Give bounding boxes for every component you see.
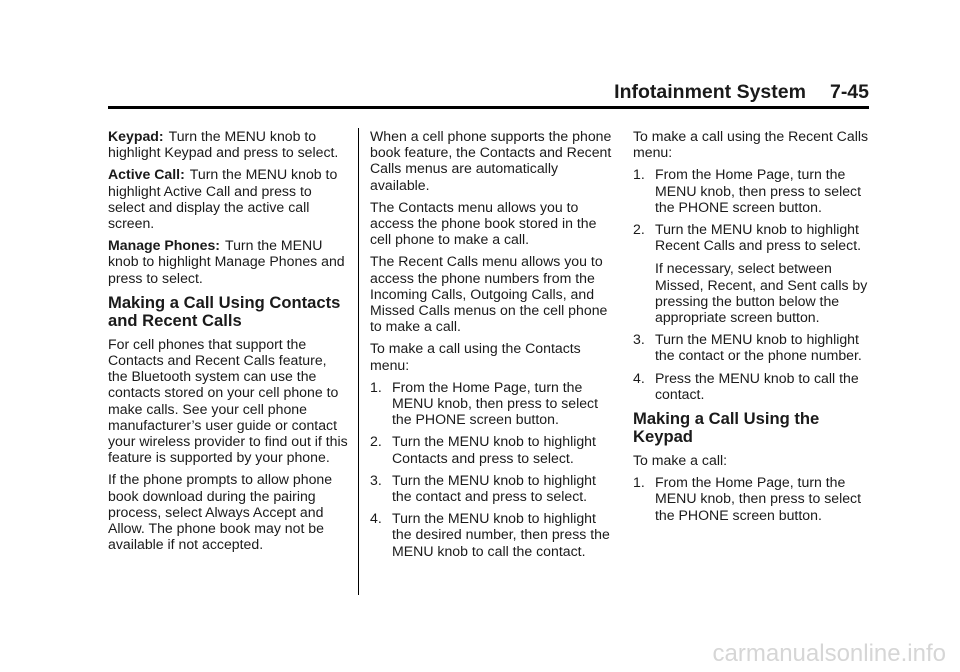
contacts-heading: Making a Call Using Contacts and Recent Calls	[108, 292, 341, 330]
keypad-intro: To make a call:	[633, 452, 727, 469]
list-item	[370, 510, 612, 559]
recent-calls-menu-paragraph: The Recent Calls menu allows you to access the phone numbers from the Incoming Calls, Outgoing Calls, and Missed Calls menus on the cell phone to make a call.	[370, 253, 608, 335]
contacts-menu-paragraph: The Contacts menu allows you to access the phone book stored in the cell phone to make a call.	[370, 198, 597, 248]
list-item	[370, 433, 612, 465]
list-item	[633, 370, 873, 402]
list-item	[633, 331, 873, 363]
manage-phones-paragraph	[108, 237, 348, 286]
step-text: Turn the MENU knob to highlight the contact and press to select.	[392, 471, 596, 505]
list-item	[633, 474, 873, 523]
step-number: 1.	[633, 474, 645, 491]
step-number: 4.	[370, 510, 382, 527]
active-call-text: Turn the MENU knob to highlight Active Call and press to select and display the active call screen.	[108, 166, 338, 232]
contacts-steps-list	[370, 379, 612, 559]
step-text: From the Home Page, turn the MENU knob, then press to select the PHONE screen button.	[655, 166, 862, 215]
step-text: From the Home Page, turn the MENU knob, then press to select the PHONE screen button.	[655, 474, 862, 523]
keypad-steps-list	[633, 474, 873, 523]
step-number: 3.	[370, 471, 382, 488]
step-number: 1.	[370, 378, 382, 395]
keypad-heading: Making a Call Using the Keypad	[633, 409, 820, 447]
step-text: From the Home Page, turn the MENU knob, then press to select the PHONE screen button.	[392, 378, 599, 428]
step-number: 2.	[633, 221, 645, 238]
keypad-label: Keypad:	[108, 128, 164, 144]
step-number: 2.	[370, 433, 382, 450]
manage-phones-text: Turn the MENU knob to highlight Manage Phones and press to select.	[108, 237, 345, 286]
page-header	[108, 80, 869, 109]
step-subtext: If necessary, select between Missed, Recent, and Sent calls by pressing the button below the appropriate screen button.	[655, 260, 868, 326]
step-number: 1.	[633, 166, 645, 183]
active-call-label: Active Call:	[108, 166, 185, 183]
step-text: Turn the MENU knob to highlight the desired number, then press the MENU knob to call the contact.	[392, 510, 610, 559]
column-3	[633, 128, 873, 529]
step-text: Press the MENU knob to call the contact.	[655, 369, 859, 402]
list-item	[370, 472, 612, 504]
step-number: 3.	[633, 331, 645, 348]
column-1	[108, 128, 348, 558]
phone-book-download-paragraph: If the phone prompts to allow phone book download during the pairing process, select Always Accept and Allow. The phone book may not be available if not accepted.	[108, 471, 333, 553]
active-call-paragraph	[108, 166, 348, 231]
section-title: Infotainment System	[614, 81, 806, 103]
column-2	[370, 128, 612, 565]
step-text: Turn the MENU knob to highlight Recent Calls and press to select.	[655, 221, 862, 254]
manage-phones-label: Manage Phones:	[108, 237, 220, 254]
keypad-paragraph	[108, 128, 348, 160]
list-item	[370, 379, 612, 428]
column-divider	[358, 128, 359, 595]
list-item	[633, 166, 873, 215]
list-item	[633, 221, 873, 325]
step-number: 4.	[633, 369, 645, 386]
step-text: Turn the MENU knob to highlight the contact or the phone number.	[655, 331, 862, 364]
page-number: 7-45	[829, 81, 869, 103]
keypad-text: Turn the MENU knob to highlight Keypad and press to select.	[108, 128, 339, 161]
step-body	[655, 221, 873, 325]
phone-book-support-paragraph: When a cell phone supports the phone book feature, the Contacts and Recent Calls menus are automatically available.	[370, 128, 612, 193]
contacts-menu-intro: To make a call using the Contacts menu:	[370, 340, 581, 373]
recent-calls-steps-list	[633, 166, 873, 402]
step-text: Turn the MENU knob to highlight Contacts and press to select.	[392, 433, 596, 466]
contacts-intro-paragraph: For cell phones that support the Contacts and Recent Calls feature, the Bluetooth system can use the contacts stored on your cell phone to make calls. See your cell phone manufacturer’s user guide or contact your wireless provider to find out if this feature is supported by your phone.	[108, 335, 348, 466]
watermark: carmanualsonline.info	[712, 640, 946, 667]
recent-calls-intro: To make a call using the Recent Calls menu:	[633, 128, 869, 161]
